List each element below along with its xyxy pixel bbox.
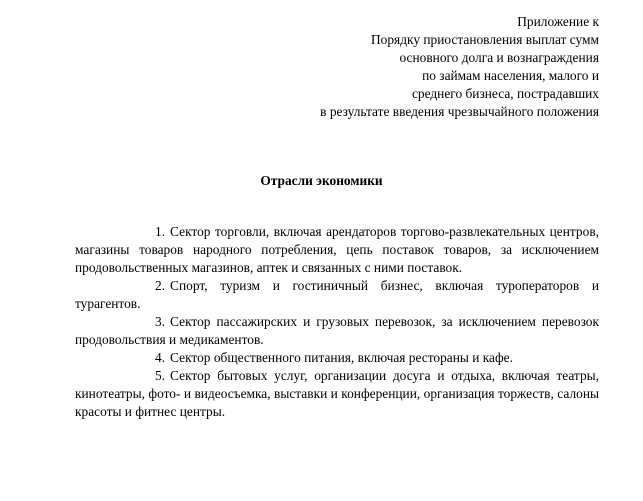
annex-line: в результате введения чрезвычайного положения xyxy=(320,104,599,119)
list-item xyxy=(75,277,599,313)
list-item-text: Сектор торговли, включая арендаторов торгово-развлекательных центров, магазины товаров народного потребления, цепь поставок товаров, за исключением продовольственных магазинов, аптек и связанных с ними поставок. xyxy=(75,224,599,275)
list-item-number: 5. xyxy=(155,368,166,383)
annex-line: Приложение к xyxy=(517,14,599,29)
list-item xyxy=(75,313,599,349)
annex-line: по займам населения, малого и xyxy=(422,68,599,83)
list-item xyxy=(75,367,599,421)
list-item-number: 1. xyxy=(155,224,166,239)
annex-line: среднего бизнеса, пострадавших xyxy=(411,86,599,101)
list-item xyxy=(75,349,599,367)
annex-header xyxy=(219,13,599,121)
list-item-text: Спорт, туризм и гостиничный бизнес, включая туроператоров и турагентов. xyxy=(75,278,599,311)
page-title: Отрасли экономики xyxy=(260,173,383,188)
list-item xyxy=(75,223,599,277)
list-item-text: Сектор бытовых услуг, организации досуга и отдыха, включая театры, кинотеатры, фото- и видеосъемка, выставки и конференции, организация торжеств, салоны красоты и фитнес центры. xyxy=(75,368,599,419)
list-item-text: Сектор пассажирских и грузовых перевозок, за исключением перевозок продовольствия и медикаментов. xyxy=(75,314,599,347)
list-item-number: 2. xyxy=(155,278,166,293)
annex-line: основного долга и вознаграждения xyxy=(399,50,599,65)
sector-list xyxy=(75,223,599,421)
list-item-number: 3. xyxy=(155,314,166,329)
list-item-text: Сектор общественного питания, включая рестораны и кафе. xyxy=(170,350,513,365)
annex-line: Порядку приостановления выплат сумм xyxy=(370,32,599,47)
list-item-number: 4. xyxy=(155,350,166,365)
